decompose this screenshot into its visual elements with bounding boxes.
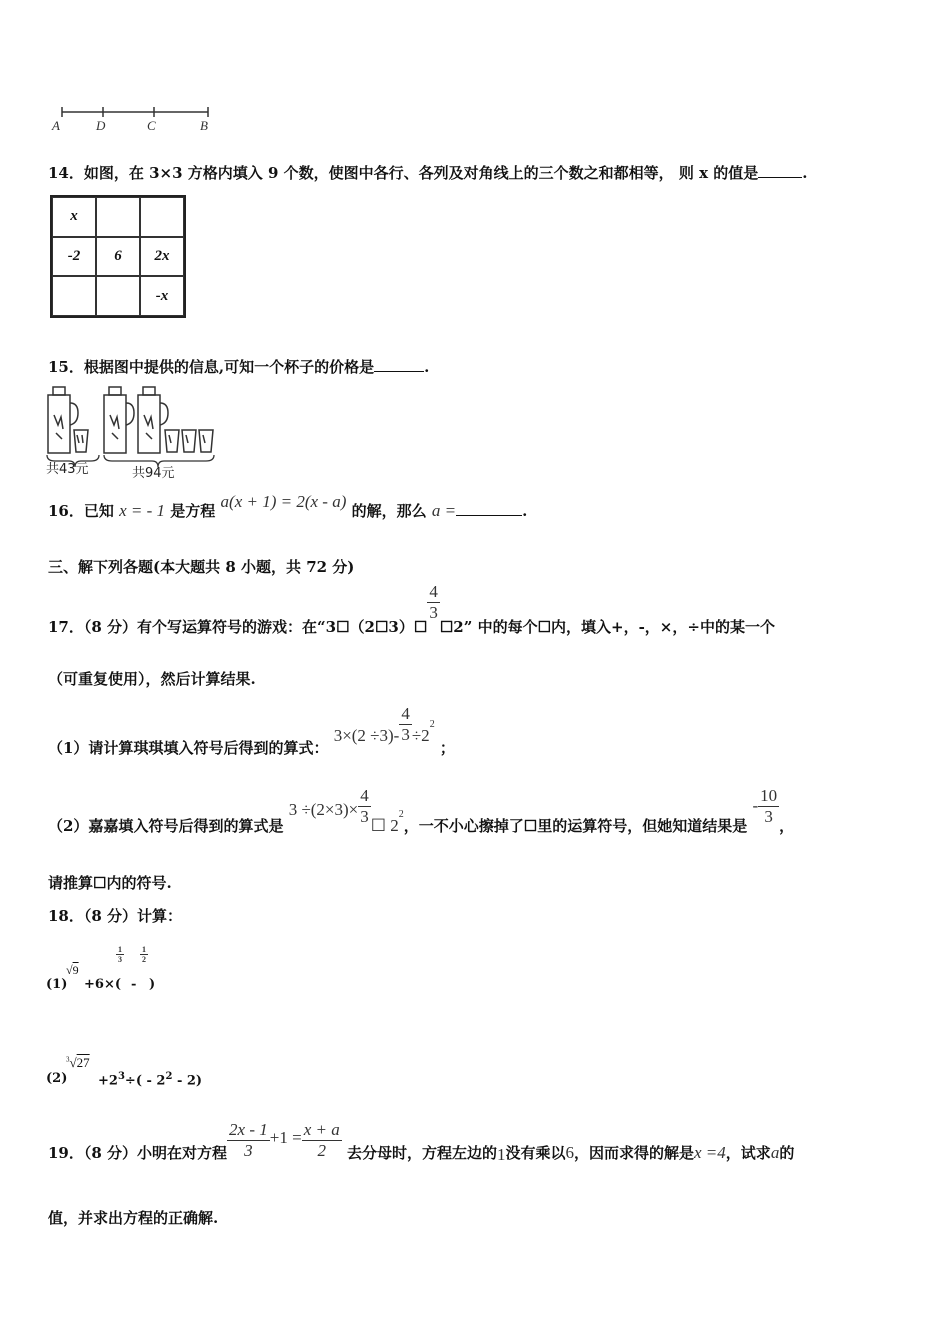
grid-cell [52,276,96,316]
answer-blank[interactable] [456,501,522,516]
right-fraction: $\frac{x + a}{2}$ [303,1120,340,1160]
point-label-b: B [200,118,208,133]
fraction: $\frac{4}{3}$ [429,582,438,622]
figure-label-left: 共43元 [46,462,89,477]
grid-cell [140,197,184,237]
question-17: 17．（8 分）有个写运算符号的游戏：在“3☐（2☐3）☐ $\frac{4}{3}$ ☐2” 中的每个☐内，填入+，-，×，÷中的某一个 [48,582,775,636]
left-fraction: $\frac{2x - 1}{3}$ [229,1120,268,1160]
grid-cell: -x [140,276,184,316]
result-fraction: $\frac{10}{3}$ [760,786,778,826]
grid-cell [96,276,140,316]
grid-cell: 2x [140,237,184,277]
question-18-part2: (2) $^3$√27 $+2^3\div( - 2^2 - 2)$ [46,1055,203,1089]
fraction: $\frac{4}{3}$ [360,786,369,826]
sqrt-expression: √9 [66,963,79,977]
question-18-title: 18．（8 分）计算： [48,907,183,925]
segment-figure [48,100,218,134]
thermos-cups-figure [44,385,229,480]
question-16: 16．已知 x = - 1 是方程 a(x + 1) = 2(x - a) 的解，那么 a = . [48,492,528,520]
question-19-line2: 值，并求出方程的正确解. [48,1209,219,1227]
answer-blank[interactable] [374,357,424,372]
question-14: 14．如图，在 3×3 方格内填入 9 个数，使图中各行、各列及对角线上的三个数之和都相等， 则 x 的值是 . [48,164,808,182]
section-heading: 三、解下列各题(本大题共 8 小题，共 72 分) [48,558,355,576]
fraction: $\frac{1}{3}$ [118,945,122,964]
question-17-line-last: 请推算☐内的符号. [48,874,172,892]
point-label-c: C [147,118,156,133]
equation-expression: a(x + 1) = 2(x - a) [220,492,347,511]
grid-cell [96,197,140,237]
question-14-text: 14．如图，在 3×3 方格内填入 9 个数，使图中各行、各列及对角线上的三个数之和都相等， 则 x 的值是 [48,164,759,182]
figure-label-right: 共94元 [132,466,175,480]
question-18-part1: (1) √9 +6×( $\frac{1}{3}$ - $\frac{1}{2}$ ) [46,945,156,992]
ask-expression: a = [431,501,457,520]
question-17-line2: （可重复使用），然后计算结果. [48,670,256,688]
question-17-part1: （1）请计算琪琪填入符号后得到的算式： 3×(2 ÷3)- $\frac{4}{3}$ $\div 2^2$ ； [48,704,455,757]
grid-cell: 6 [96,237,140,277]
point-label-d: D [96,118,106,133]
question-17-part2: （2）嘉嘉填入符号后得到的算式是 3 ÷(2×3)× $\frac{4}{3}$ ☐ $2^2$，一不小心擦掉了☐里的运算符号，但她知道结果是 - $\frac{10}{3}$ ， [48,786,795,835]
condition-expression: x = - 1 [119,501,166,520]
question-19: 19．（8 分）小明在对方程 $\frac{2x - 1}{3}$ +1 = $\frac{x + a}{2}$ 去分母时，方程左边的1没有乘以6，因而求得的解是x =4，试求a的 [48,1120,795,1164]
question-15-text: 15．根据图中提供的信息,可知一个杯子的价格是 [48,358,375,376]
fraction: $\frac{4}{3}$ [401,704,410,744]
answer-blank[interactable] [758,163,802,178]
question-15: 15．根据图中提供的信息,可知一个杯子的价格是 . [48,358,430,376]
grid-cell: -2 [52,237,96,277]
magic-square-grid [50,195,186,318]
fraction: $\frac{1}{2}$ [142,945,146,964]
grid-cell: x [52,197,96,237]
cube-root-expression: $^3$√27 [66,1055,90,1070]
point-label-a: A [52,118,60,133]
